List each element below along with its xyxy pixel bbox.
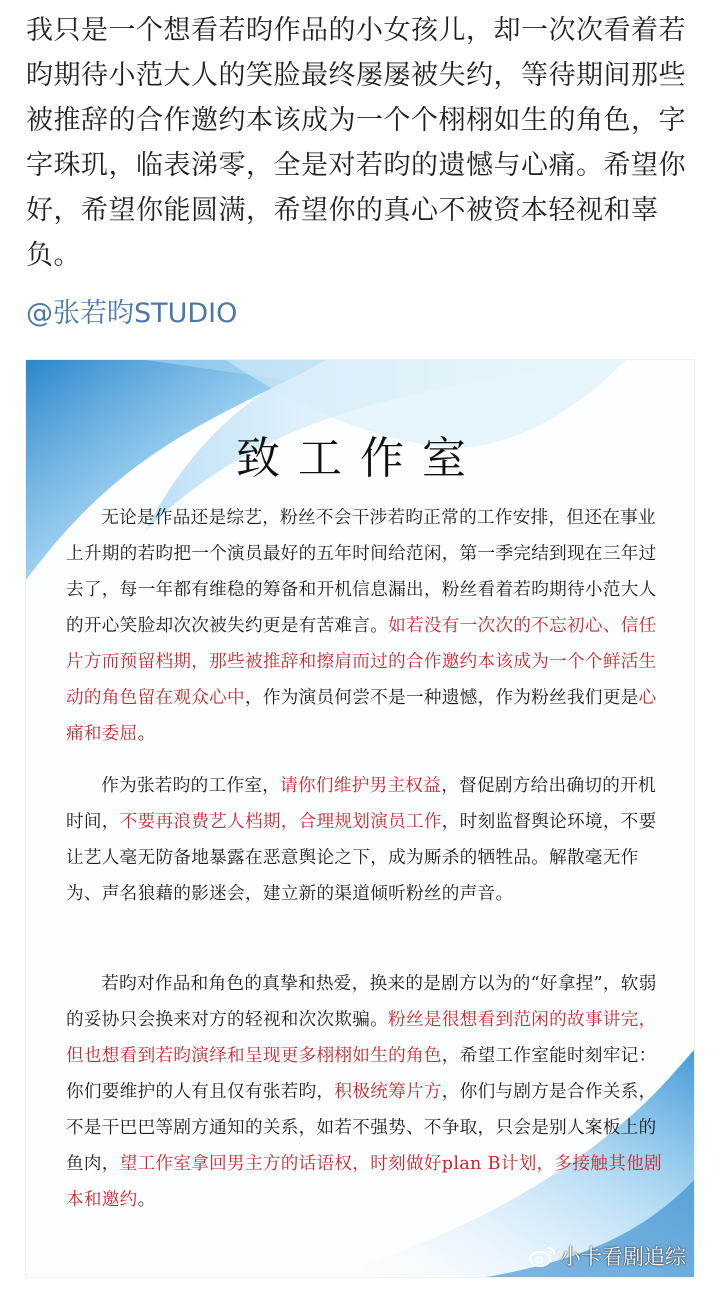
p2-text-c: ，督促剧方给出确切的开机时间， [66,776,656,832]
p3-highlight-f: 望工作室拿回男主方的话语权，时刻做好plan B计划，多接触其他剧本和邀约 [66,1154,662,1210]
letter-title: 致工作室 [236,433,484,484]
watermark-text: 小卡看剧追综 [560,1245,686,1269]
letter-paragraph-3 [66,966,662,1218]
p3-text-c: ，希望工作室能时刻牢记：你们要维护的人有且仅有张若昀， [66,1046,657,1102]
p3-highlight-d: 积极统筹片方 [334,1082,442,1102]
weibo-icon [528,1245,556,1267]
p2-text-a: 作为张若昀的工作室， [101,776,281,796]
letter-paragraph-2 [66,768,662,912]
p3-text-a: 若昀对作品和角色的真挚和热爱，换来的是剧方以为的“好拿捏”，软弱的妥协只会换来对方的轻视和次次欺骗。 [66,974,657,1030]
mention-link[interactable]: @张若昀STUDIO [26,298,238,329]
p3-text-g: 。 [137,1190,156,1210]
p1-text-a: 无论是作品还是综艺，粉丝不会干涉若昀正常的工作安排，但还在事业上升期的若昀把一个演员最好的五年时间给范闲，第一季完结到现在三年过去了，每一年都有维稳的筹备和开机信息漏出，粉丝看着若昀期待小范大人的开心笑脸却次次被失约更是有苦难言。 [66,508,657,636]
p3-highlight-b: 粉丝是很想看到范闲的故事讲完，但也想看到若昀演绎和呈现更多栩栩如生的角色 [66,1010,657,1066]
p3-text-e: ，你们与剧方是合作关系，不是干巴巴等剧方通知的关系，如若不强势、不争取，只会是别人案板上的鱼肉， [66,1082,657,1174]
post-text: 我只是一个想看若昀作品的小女孩儿，却一次次看着若昀期待小范大人的笑脸最终屡屡被失约，等待期间那些被推辞的合作邀约本该成为一个个栩栩如生的角色，字字珠玑，临表涕零，全是对若昀的遗憾与心痛。希望你好，希望你能圆满，希望你的真心不被资本轻视和辜负。 [26,15,686,271]
letter-paragraph-1 [66,500,662,752]
letter-image[interactable] [26,360,694,1277]
p1-highlight-b: 如若没有一次次的不忘初心、信任片方而预留档期，那些被推辞和擦肩而过的合作邀约本该成为一个个鲜活生动的角色留在观众心中 [66,616,657,708]
p1-text-c: ，作为演员何尝不是一种遗憾，作为粉丝我们更是 [244,688,639,708]
p2-highlight-b: 请你们维护男主权益 [280,776,442,796]
p2-text-e: ，时刻监督舆论环境，不要让艺人毫无防备地暴露在恶意舆论之下，成为厮杀的牺牲品。解散毫无作为、声名狼藉的影迷会，建立新的渠道倾听粉丝的声音。 [66,812,657,904]
watermark [528,1241,686,1271]
p2-highlight-d: 不要再浪费艺人档期，合理规划演员工作 [119,812,442,832]
p1-highlight-d: 心痛和委屈 [66,688,657,744]
p1-text-e: 。 [137,724,156,744]
